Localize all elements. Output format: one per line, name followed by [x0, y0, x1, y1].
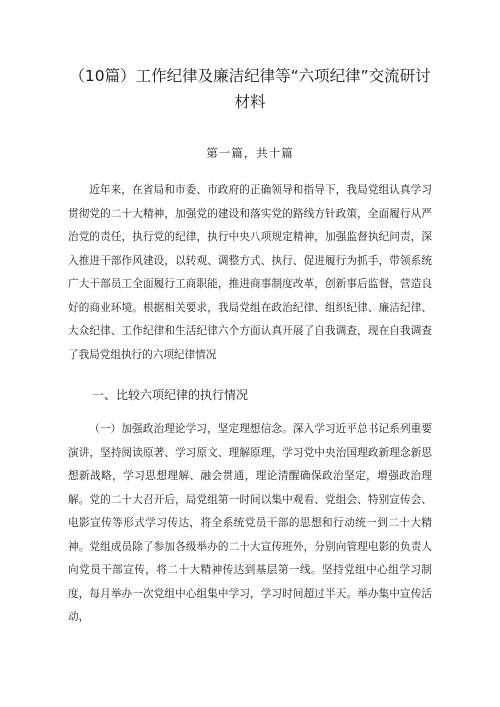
- paragraph-intro: 近年来，在省局和市委、市政府的正确领导和指导下，我局党组认真学习贯彻党的二十大精神，加强党的建设和落实党的路线方针政策，全面履行从严治党的责任，执行党的纪律，执行中央八项规定精神，加强监督执纪问责，深入推进干部作风建设，以转观、调整方式、执行、促进履行为抓手，带领系统广大干部员工全面履行工商职能，推进商事制度改革，创新事后监督，营造良好的商业环境。根据相关要求，我局党组在政治纪律、组织纪律、廉洁纪律、大众纪律、工作纪律和生活纪律六个方面认真开展了自我调查，现在自我调查了我局党组执行的六项纪律情况: [68, 184, 432, 361]
- document-title: （10篇）工作纪律及廉洁纪律等“六项纪律”交流研讨材料: [69, 67, 431, 111]
- document-subtitle: 第一篇，共十篇: [206, 146, 294, 160]
- section-heading: 一、比较六项纪律的执行情况: [92, 388, 249, 402]
- paragraph-political-study: （一）加强政治理论学习，坚定理想信念。深入学习近平总书记系列重要演讲，坚持阅读原著、学习原文、理解原理，学习党中央治国理政新理念新思想新战略，学习思想理解、融会贯通，理论清醒确保政治坚定，增强政治理解。党的二十大召开后，局党组第一时间以集中观看、党组会、特别宣传会、电影宣传等形式学习传达，将全系统党员干部的思想和行动统一到二十大精神。党组成员除了参加各级举办的二十大宣传班外，分别向管理电影的负责人向党员干部宣传，将二十大精神传达到基层第一线。坚持党组中心组学习制度，每月举办一次党组中心组集中学习，学习时间超过半天。举办集中宣传活动，: [68, 423, 432, 623]
